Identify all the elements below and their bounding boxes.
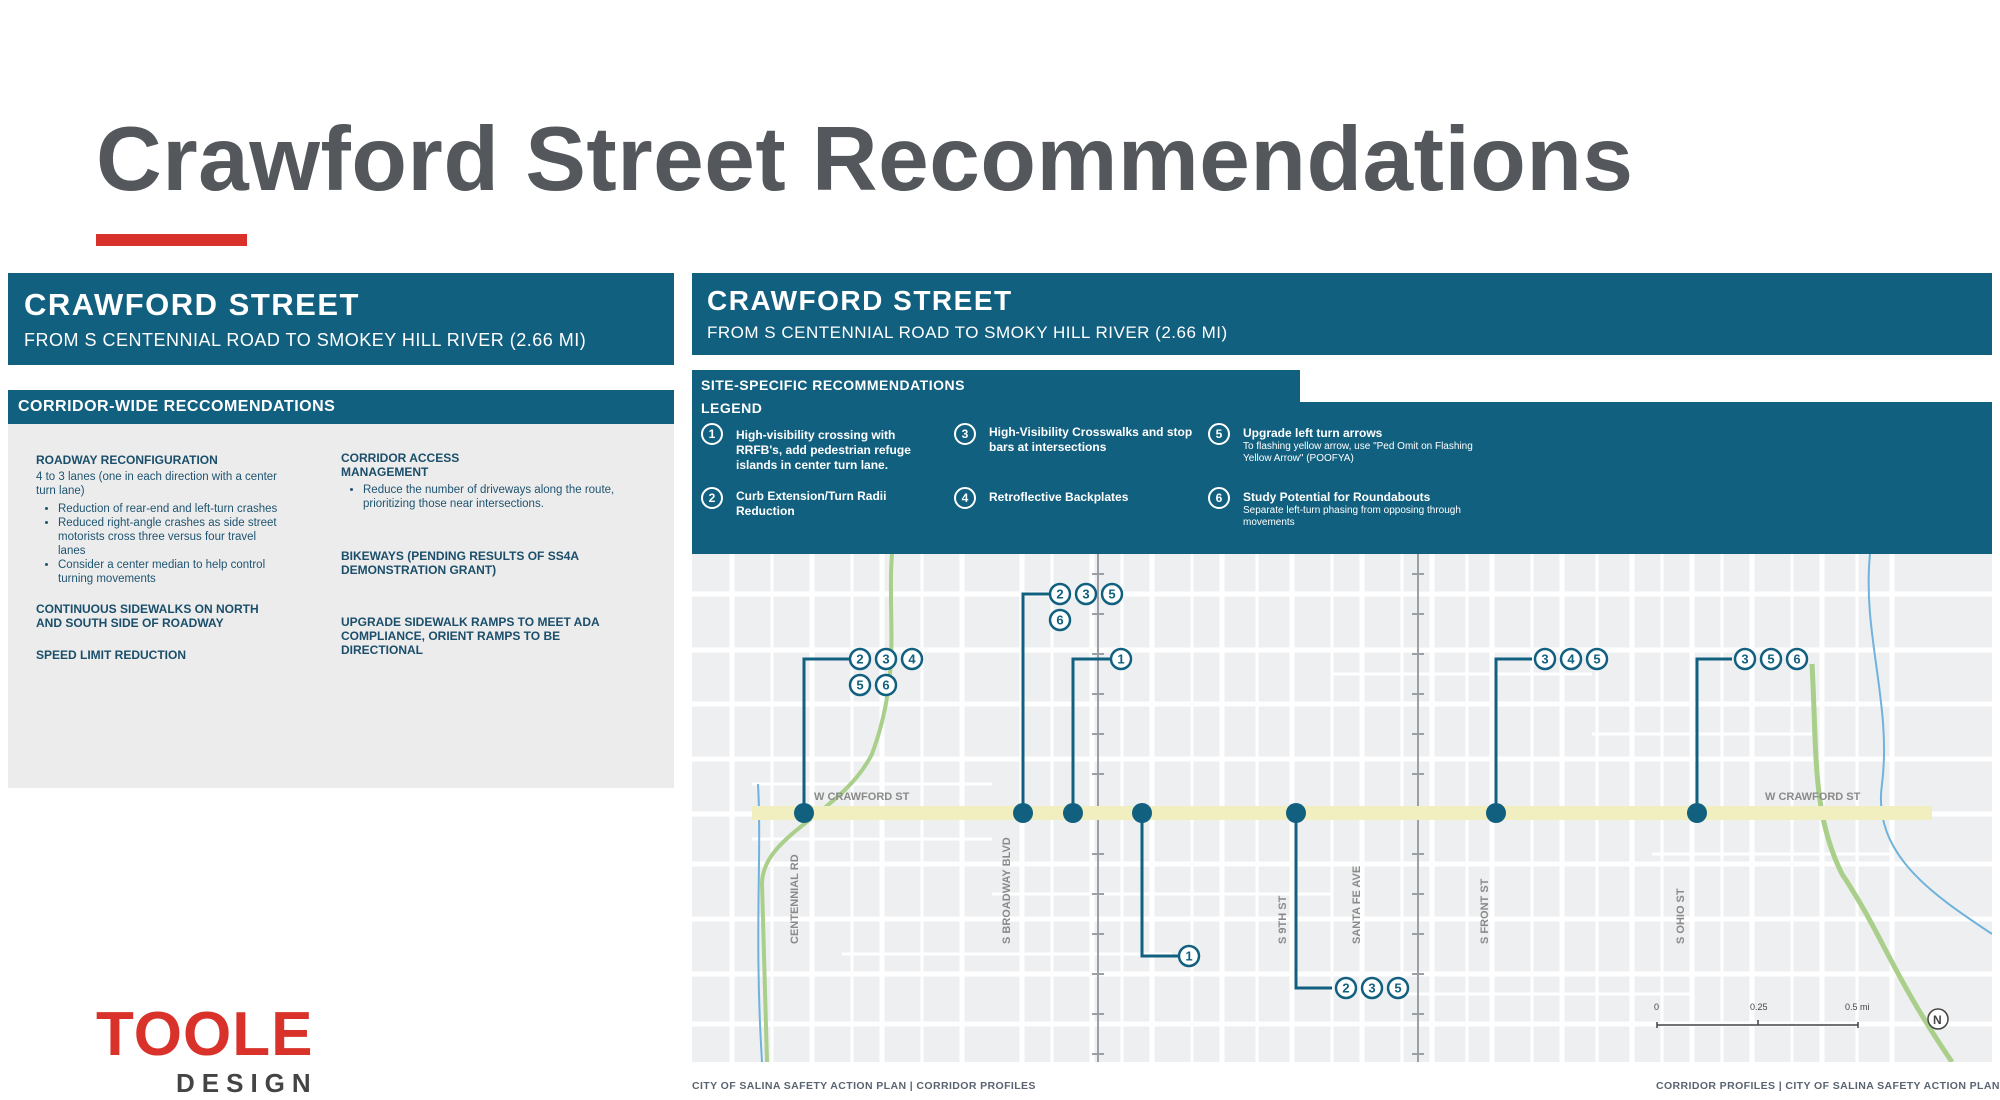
street-label-front: S FRONT ST <box>1479 878 1491 944</box>
left-header-subtitle: FROM S CENTENNIAL ROAD TO SMOKEY HILL RIVER (2.66 MI) <box>24 330 587 350</box>
legend-item-5-note: To flashing yellow arrow, use "Ped Omit on Flashing Yellow Arrow" (POOFYA) <box>1243 441 1473 464</box>
sidewalks-title: CONTINUOUS SIDEWALKS ON NORTH AND SOUTH SIDE OF ROADWAY <box>36 602 259 630</box>
street-label-centennial: CENTENNIAL RD <box>789 854 801 944</box>
street-label-santa-fe: SANTA FE AVE <box>1351 865 1363 944</box>
intersection-marker <box>1687 803 1707 823</box>
title-underline <box>96 234 247 246</box>
legend-number-1: 1 <box>701 423 723 445</box>
roadway-bullets <box>36 502 286 586</box>
callout-number: 2 <box>856 651 864 667</box>
access-title: CORRIDOR ACCESS MANAGEMENT <box>341 451 460 479</box>
scale-label-05: 0.5 mi <box>1845 1002 1870 1012</box>
callout-number: 6 <box>1793 651 1801 667</box>
legend-item-5-title: Upgrade left turn arrows <box>1243 426 1383 440</box>
legend-item-4: Retroflective Backplates <box>989 490 1129 504</box>
callout-number: 5 <box>856 677 864 693</box>
legend-item-1: High-visibility crossing with RRFB's, add pedestrian refuge islands in center turn lane. <box>736 428 911 472</box>
callout-number: 6 <box>882 677 890 693</box>
bikeways-title: BIKEWAYS (PENDING RESULTS OF SS4A DEMONSTRATION GRANT) <box>341 549 579 577</box>
callout-number: 2 <box>1342 980 1350 996</box>
callout-number: 4 <box>1567 651 1575 667</box>
map-canvas <box>692 554 1992 1062</box>
legend-item-5 <box>1243 426 1493 465</box>
street-label-w-crawford-right: W CRAWFORD ST <box>1765 791 1861 803</box>
access-bullets <box>341 483 631 511</box>
footer-left: CITY OF SALINA SAFETY ACTION PLAN | CORRIDOR PROFILES <box>692 1080 1036 1092</box>
legend-item-6-note: Separate left-turn phasing from opposing through movements <box>1243 505 1461 528</box>
legend-band <box>692 402 1992 554</box>
left-header-title: CRAWFORD STREET <box>24 287 360 322</box>
design-logo-text: DESIGN <box>176 1068 318 1098</box>
legend-number-4: 4 <box>954 487 976 509</box>
intersection-marker <box>1063 803 1083 823</box>
legend-item-3: High-Visibility Crosswalks and stop bars at intersections <box>989 425 1193 454</box>
roadway-desc: 4 to 3 lanes (one in each direction with a center turn lane) <box>36 471 278 497</box>
callout-number: 2 <box>1056 586 1064 602</box>
legend-number-3: 3 <box>954 423 976 445</box>
legend-item-2: Curb Extension/Turn Radii Reduction <box>736 489 887 518</box>
list-item: • Consider a center median to help control turning movements <box>58 558 286 586</box>
legend-title: LEGEND <box>701 400 763 416</box>
footer-right: CORRIDOR PROFILES | CITY OF SALINA SAFETY ACTION PLAN <box>1656 1080 2000 1092</box>
callout-number: 4 <box>908 651 916 667</box>
street-label-ohio: S OHIO ST <box>1675 888 1687 944</box>
legend-number-5: 5 <box>1208 423 1230 445</box>
callout-number: 3 <box>1368 980 1376 996</box>
callout-number: 6 <box>1056 612 1064 628</box>
callout-number: 1 <box>1117 651 1125 667</box>
legend-number-2: 2 <box>701 487 723 509</box>
corridor-wide-header <box>8 390 674 424</box>
roadway-title: ROADWAY RECONFIGURATION <box>36 453 218 467</box>
right-header <box>692 273 1992 355</box>
callout-number: 5 <box>1394 980 1402 996</box>
ramps-title: UPGRADE SIDEWALK RAMPS TO MEET ADA COMPLIANCE, ORIENT RAMPS TO BE DIRECTIONAL <box>341 615 600 657</box>
intersection-marker <box>794 803 814 823</box>
speed-title: SPEED LIMIT REDUCTION <box>36 648 187 662</box>
legend-item-6-title: Study Potential for Roundabouts <box>1243 490 1431 504</box>
left-header <box>8 273 674 365</box>
scale-label-0: 0 <box>1654 1002 1660 1012</box>
list-item: • Reduce the number of driveways along the route, prioritizing those near intersections. <box>363 483 631 511</box>
site-specific-title: SITE-SPECIFIC RECOMMENDATIONS <box>701 377 965 393</box>
legend-number-6: 6 <box>1208 487 1230 509</box>
corridor-wide-title: CORRIDOR-WIDE RECCOMENDATIONS <box>18 398 336 415</box>
callout-number: 5 <box>1108 586 1116 602</box>
corridor-col-1 <box>36 453 286 668</box>
toole-logo-text: TOOLE <box>96 1000 314 1069</box>
slide-title: Crawford Street Recommendations <box>96 109 1634 210</box>
river-east <box>1869 554 1992 934</box>
legend-item-6 <box>1243 490 1493 529</box>
street-label-w-crawford-left: W CRAWFORD ST <box>814 791 910 803</box>
crawford-corridor <box>752 806 1932 820</box>
intersection-marker <box>1132 803 1152 823</box>
list-item: • Reduced right-angle crashes as side street motorists cross three versus four travel lanes <box>58 516 286 558</box>
right-header-subtitle: FROM S CENTENNIAL ROAD TO SMOKY HILL RIVER (2.66 MI) <box>707 323 1228 342</box>
scale-label-025: 0.25 <box>1750 1002 1768 1012</box>
intersection-marker <box>1286 803 1306 823</box>
street-label-9th: S 9TH ST <box>1277 895 1289 944</box>
intersection-marker <box>1486 803 1506 823</box>
street-label-broadway: S BROADWAY BLVD <box>1001 837 1013 944</box>
callout-number: 3 <box>882 651 890 667</box>
callout-number: 3 <box>1082 586 1090 602</box>
corridor-col-2 <box>341 451 631 663</box>
callout-number: 5 <box>1593 651 1601 667</box>
callout-number: 1 <box>1185 948 1193 964</box>
callout-number: 3 <box>1541 651 1549 667</box>
north-label: N <box>1933 1013 1942 1027</box>
callout-number: 5 <box>1767 651 1775 667</box>
right-header-title: CRAWFORD STREET <box>707 285 1013 316</box>
corridor-map <box>692 554 1992 1062</box>
list-item: • Reduction of rear-end and left-turn crashes <box>58 502 286 516</box>
callout-number: 3 <box>1741 651 1749 667</box>
intersection-marker <box>1013 803 1033 823</box>
